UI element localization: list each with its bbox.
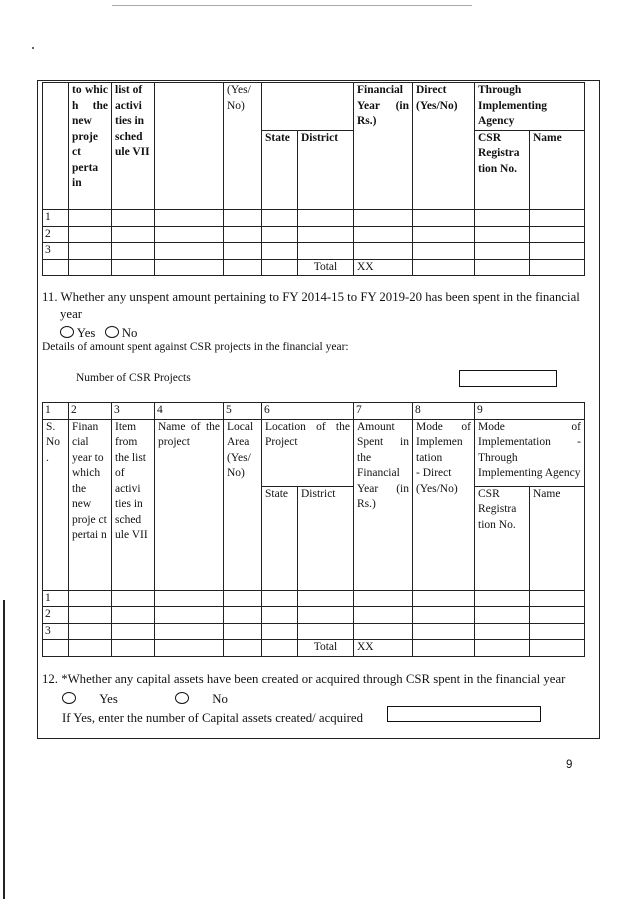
total-value: XX	[354, 259, 413, 276]
column-number-row: 1 2 3 4 5 6 7 8 9	[43, 403, 585, 420]
col-local-area-header: (Yes/ No)	[224, 83, 262, 210]
col-location-header: Location of the Project	[262, 419, 354, 486]
total-row	[43, 640, 585, 657]
question-12: 12. *Whether any capital assets have been created or acquired through CSR spent in the financial year Yes No If Yes, enter the number of Capital assets created/ acquired	[42, 671, 594, 727]
district-header: District	[298, 486, 354, 590]
details-heading: Details of amount spent against CSR projects in the financial year:	[42, 341, 349, 353]
col-amount-header: Financial Year (in Rs.)	[354, 83, 413, 210]
question-11: 11. Whether any unspent amount pertaining to FY 2014-15 to FY 2019-20 has been spent in the financial year Yes No	[42, 290, 580, 340]
table-row: 2	[43, 226, 585, 243]
total-row	[43, 259, 585, 276]
col-financial-year-header: to whic h the new proje ct perta in	[69, 83, 112, 210]
district-header: District	[298, 130, 354, 210]
if-yes-label: If Yes, enter the number of Capital assets created/ acquired	[62, 711, 363, 725]
col-amount-header: Amount Spent in the Financial Year (in Rs.)	[354, 419, 413, 590]
csr-registration-header: CSR Registra tion No.	[475, 130, 530, 210]
name-header: Name	[530, 486, 585, 590]
q12-yes-label: Yes	[99, 692, 118, 706]
number-of-projects-label: Number of CSR Projects	[76, 372, 191, 384]
state-header: State	[262, 130, 298, 210]
table-row: 1	[43, 590, 585, 607]
q11-no-label: No	[121, 326, 138, 340]
q12-yes-radio[interactable]	[62, 692, 76, 704]
q12-no-radio[interactable]	[175, 692, 189, 704]
col-project-name-header: Name of the project	[155, 419, 224, 590]
total-label: Total	[298, 259, 354, 276]
csr-projects-table-continued	[42, 82, 585, 276]
scan-dot	[32, 47, 34, 49]
q11-yes-label: Yes	[76, 326, 96, 340]
col-agency-header: Through Implementing Agency	[475, 83, 585, 131]
q11-no-radio[interactable]	[105, 326, 119, 338]
col-item-header: Item from the list of activi ties in sched ule VII	[112, 419, 155, 590]
col-mode-agency-header: Mode of Implementation - Through Implementing Agency	[475, 419, 585, 486]
q11-yes-radio[interactable]	[60, 326, 74, 338]
col-item-header: list of activi ties in sched ule VII	[112, 83, 155, 210]
page-number: 9	[566, 759, 573, 771]
col-sno-header: S. No .	[43, 419, 69, 590]
state-header: State	[262, 486, 298, 590]
table-row: 3	[43, 243, 585, 260]
total-label: Total	[298, 640, 354, 657]
q12-no-label: No	[212, 692, 228, 706]
table-row: 3	[43, 623, 585, 640]
table-row: 1	[43, 210, 585, 227]
col-local-area-header: Local Area (Yes/ No)	[224, 419, 262, 590]
col-mode-direct-header: Mode of Implemen tation - Direct (Yes/No)	[413, 419, 475, 590]
total-value: XX	[354, 640, 413, 657]
col-financial-year-header: Finan cial year to which the new proje ct pertai n	[69, 419, 112, 590]
capital-assets-count-input[interactable]	[387, 706, 541, 722]
number-of-projects-input[interactable]	[459, 370, 557, 387]
table-row: 2	[43, 607, 585, 624]
col-direct-header: Direct (Yes/No)	[413, 83, 475, 210]
name-header: Name	[530, 130, 585, 210]
csr-projects-table	[42, 402, 585, 657]
scan-edge	[3, 600, 5, 899]
csr-registration-header: CSR Registra tion No.	[475, 486, 530, 590]
scan-mark	[112, 5, 472, 6]
